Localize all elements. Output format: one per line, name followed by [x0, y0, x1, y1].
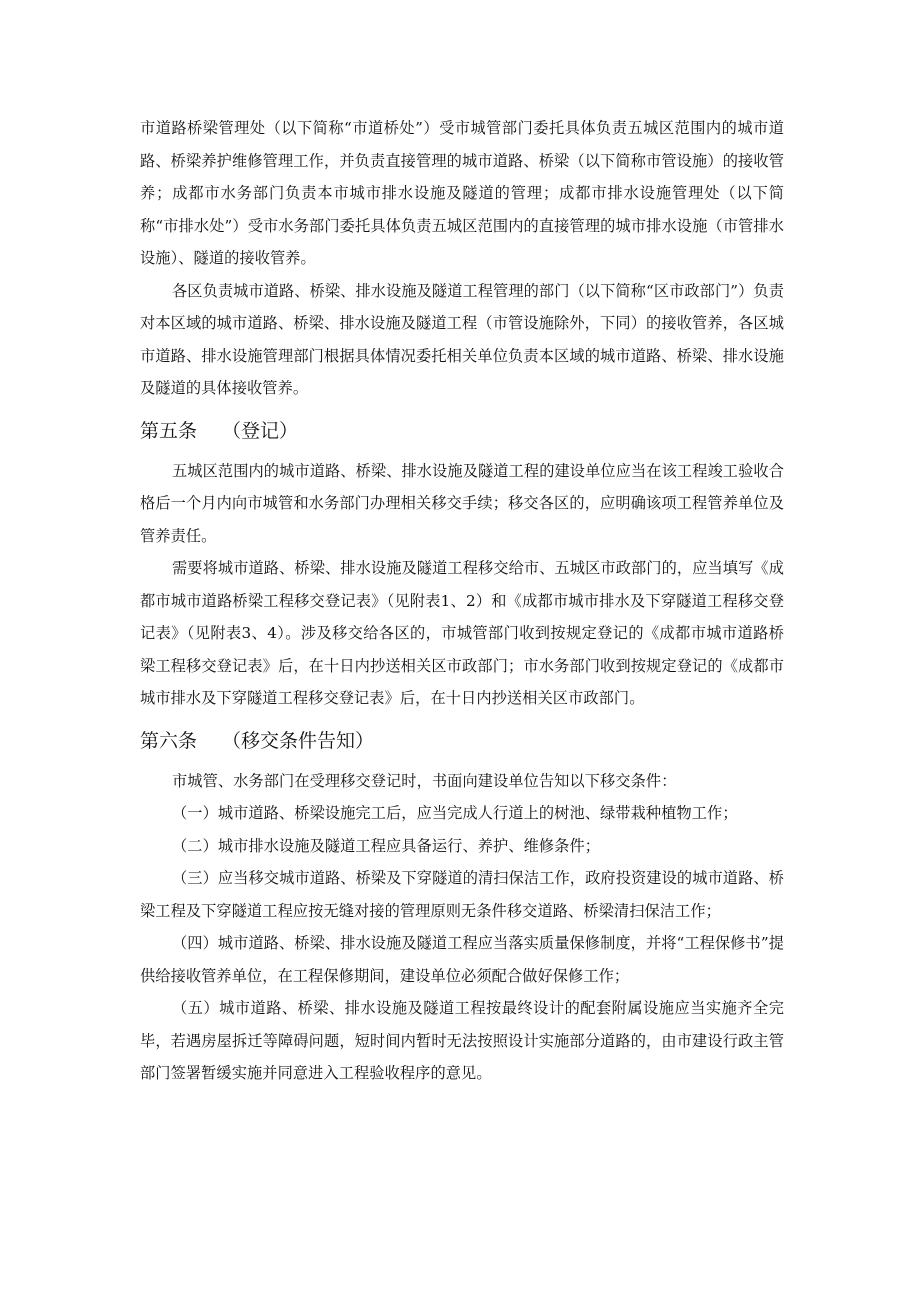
article6-heading: 第六条 （移交条件告知）: [140, 729, 375, 752]
paragraph-intro-1: 市道路桥梁管理处（以下简称“市道桥处”）受市城管部门委托具体负责五城区范围内的城市道路、桥梁养护维修管理工作，并负责直接管理的城市道路、桥梁（以下简称市管设施）的接收管养；成都市水务部门负责本市城市排水设施及隧道的管理；成都市排水设施管理处（以下简称“市排水处”）受市水务部门委托具体负责五城区范围内的直接管理的城市排水设施（市管排水设施）、隧道的接收管养。: [140, 119, 784, 267]
article5-paragraph-1: 五城区范围内的城市道路、桥梁、排水设施及隧道工程的建设单位应当在该工程竣工验收合格后一个月内向市城管和水务部门办理相关移交手续；移交各区的，应明确该项工程管养单位及管养责任。: [140, 461, 784, 545]
article5-paragraph-2: 需要将城市道路、桥梁、排水设施及隧道工程移交给市、五城区市政部门的，应当填写《成都市城市道路桥梁工程移交登记表》（见附表1、2）和《成都市城市排水及下穿隧道工程移交登记表》（见附表3、4）。涉及移交给各区的，市城管部门收到按规定登记的《成都市城市道路桥梁工程移交登记表》后，在十日内抄送相关区市政部门；市水务部门收到按规定登记的《成都市城市排水及下穿隧道工程移交登记表》后，在十日内抄送相关区市政部门。: [140, 559, 784, 707]
article6-paragraph-1: 市城管、水务部门在受理移交登记时，书面向建设单位告知以下移交条件：: [172, 771, 677, 790]
article6-item-1: （一）城市道路、桥梁设施完工后，应当完成人行道上的树池、绿带栽种植物工作；: [172, 804, 738, 822]
document-page: [140, 112, 784, 1090]
article5-heading: 第五条 （登记）: [140, 419, 299, 442]
article6-item-3: （三）应当移交城市道路、桥梁及下穿隧道的清扫保洁工作，政府投资建设的城市道路、桥梁工程及下穿隧道工程应按无缝对接的管理原则无条件移交道路、桥梁清扫保洁工作；: [140, 869, 784, 920]
article6-item-2: （二）城市排水设施及隧道工程应具备运行、养护、维修条件；: [172, 836, 601, 855]
article6-item-5: （五）城市道路、桥梁、排水设施及隧道工程按最终设计的配套附属设施应当实施齐全完毕，若遇房屋拆迁等障碍问题，短时间内暂时无法按照设计实施部分道路的，由市建设行政主管部门签署暂缓实施并同意进入工程验收程序的意见。: [140, 999, 784, 1082]
article6-item-4: （四）城市道路、桥梁、排水设施及隧道工程应当落实质量保修制度，并将“工程保修书”提供给接收管养单位，在工程保修期间，建设单位必须配合做好保修工作；: [140, 934, 784, 985]
paragraph-intro-2: 各区负责城市道路、桥梁、排水设施及隧道工程管理的部门（以下简称“区市政部门”）负责对本区域的城市道路、桥梁、排水设施及隧道工程（市管设施除外，下同）的接收管养，各区城市道路、排水设施管理部门根据具体情况委托相关单位负责本区域的城市道路、桥梁、排水设施及隧道的具体接收管养。: [140, 281, 784, 397]
